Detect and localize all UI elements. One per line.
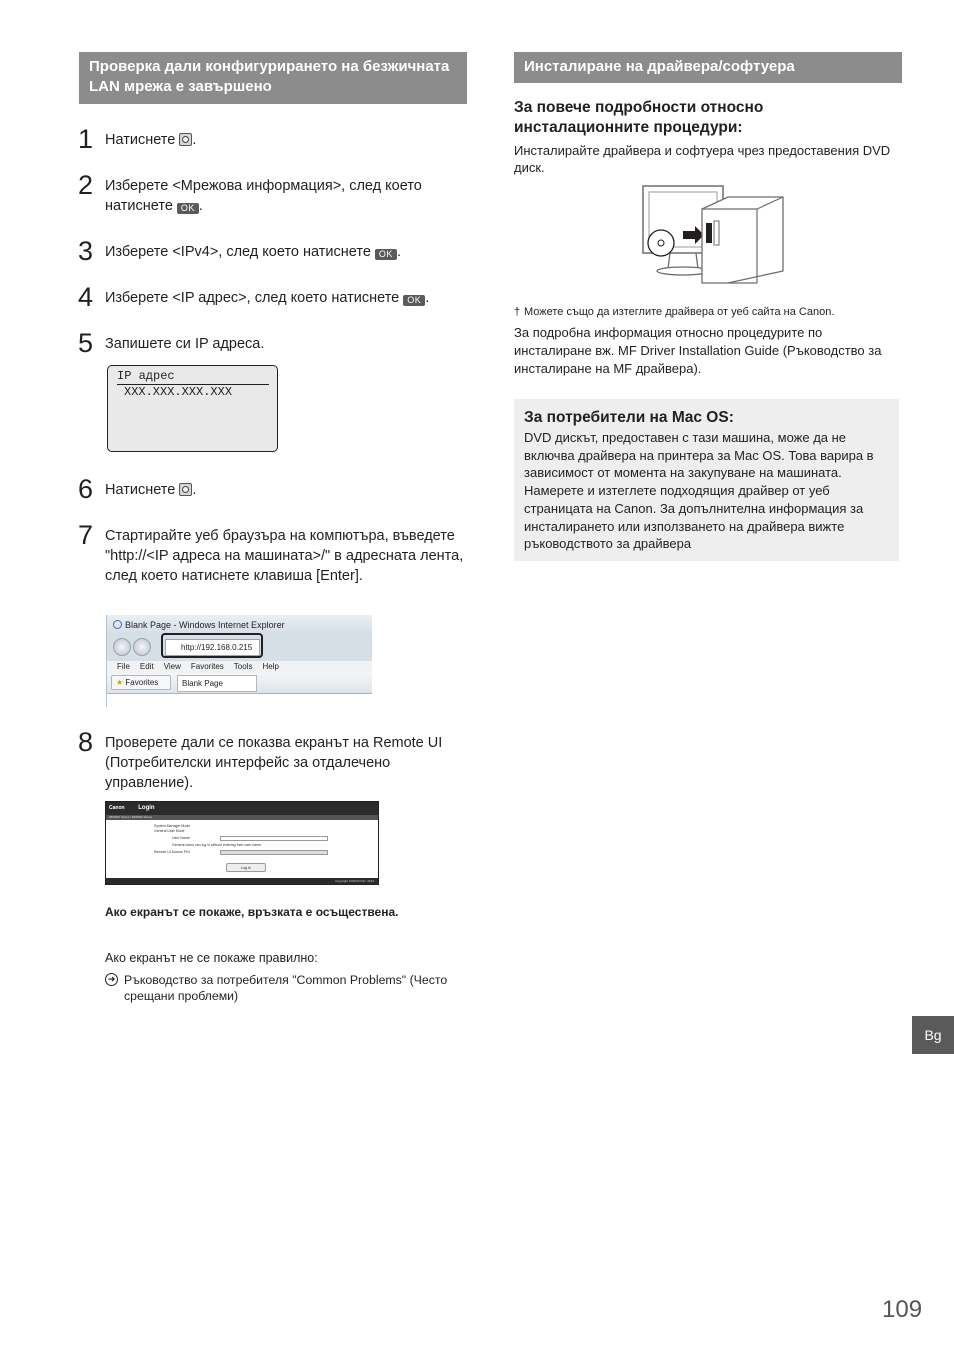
lcd-ip-value: XXX.XXX.XXX.XXX (124, 385, 233, 399)
arrow-circle-icon: ➜ (105, 973, 118, 986)
install-subheading: За повече подробности относно инсталационните процедури: (514, 99, 764, 136)
ok-key-icon: OK (375, 249, 397, 260)
back-icon (113, 638, 131, 656)
address-highlight (161, 633, 263, 658)
step-number: 1 (78, 124, 94, 154)
browser-title: Blank Page - Windows Internet Explorer (125, 620, 285, 630)
step-number: 4 (78, 282, 94, 312)
star-icon: ★ (116, 678, 124, 687)
step-number: 3 (78, 236, 94, 266)
pc-dvd-illustration (640, 183, 786, 289)
language-tab: Bg (912, 1016, 954, 1054)
mode-general-user: General User Mode (154, 829, 185, 833)
browser-page (107, 694, 372, 707)
mode-system-manager: System Manager Mode (154, 824, 191, 828)
lcd-display (107, 365, 278, 452)
step-text: Натиснете . (105, 132, 197, 148)
step-text: Изберете <IPv4>, след което натиснете OK . (105, 244, 401, 260)
section-header-driver-install (514, 52, 902, 83)
ie-icon (113, 620, 122, 629)
forward-icon (133, 638, 151, 656)
canon-logo: Canon (109, 805, 125, 811)
reference-text: Ръководство за потребителя "Common Problems" (Често срещани проблеми) (124, 973, 448, 1003)
home-key-icon (179, 133, 192, 146)
footnote-text: Можете също да изтеглите драйвера от уеб сайта на Canon. (524, 306, 835, 318)
address-bar: http://192.168.0.215 (165, 639, 260, 656)
step-text: Изберете <Мрежова информация>, след което натиснете OK . (105, 178, 422, 214)
home-key-icon (179, 483, 192, 496)
section-header-text: Инсталиране на драйвера/софтуера (524, 58, 795, 75)
step-number: 6 (78, 474, 94, 504)
section-header-text: Проверка дали конфигурирането на безжичната LAN мрежа е завършено (89, 58, 450, 95)
username-field (220, 836, 328, 841)
step-text: Изберете <IP адрес>, след което натиснете OK . (105, 290, 430, 306)
step-text: Проверете дали се показва екранът на Remote UI (Потребителски интерфейс за отдалечено управление). (105, 735, 443, 791)
pin-field (220, 850, 328, 855)
browser-menu: File Edit View Favorites Tools Help (107, 661, 372, 673)
step-number: 7 (78, 520, 94, 550)
browser-screenshot (106, 615, 372, 707)
lcd-title: IP адрес (117, 369, 269, 385)
success-text: Ако екранът се покаже, връзката е осъществена. (105, 905, 399, 919)
fail-text: Ако екранът не се покаже правилно: (105, 951, 318, 965)
remote-ui-subtitle: MF8000 Series / MF8000 Series (106, 815, 378, 820)
page-number: 109 (882, 1296, 923, 1323)
browser-tab: Blank Page (177, 675, 257, 692)
ok-key-icon: OK (403, 295, 425, 306)
footnote-mark: † (514, 306, 521, 318)
step-text: Запишете си IP адреса. (105, 336, 265, 352)
remote-ui-title: Login (138, 805, 155, 811)
step-number: 2 (78, 170, 94, 200)
reference-note (105, 972, 470, 1004)
mac-os-text: DVD дискът, предоставен с тази машина, може да не включва драйвера на принтера за Mac OS. Това варира в зависимост от момента на закупуване на машината. Намерете и изтеглете подходящия драйвер от уеб страницата на Canon. За допълнителна информация за инсталирането или използването на драйвера вижте ръководството за драйвера (524, 430, 874, 552)
section-header-wireless-check (79, 52, 467, 104)
favorites-bar (107, 673, 372, 694)
ok-key-icon: OK (177, 203, 199, 214)
step-text: Натиснете . (105, 482, 197, 498)
remote-ui-screenshot (105, 801, 379, 885)
login-button: Log In (226, 863, 266, 872)
pin-label: Remote UI Access PIN: (154, 850, 191, 854)
remote-ui-header (106, 802, 378, 815)
login-note: General users can log in without entering their user name. (172, 843, 262, 847)
footnote (514, 304, 899, 320)
step-number: 8 (78, 727, 94, 757)
step-number: 5 (78, 328, 94, 358)
username-label: User Name: (172, 836, 191, 840)
mac-os-box (514, 399, 899, 561)
install-intro: Инсталирайте драйвера и софтуера чрез предоставения DVD диск. (514, 143, 891, 175)
favorites-button: ★ Favorites (111, 675, 171, 690)
step-text: Стартирайте уеб браузъра на компютъра, въведете "http://<IP адреса на машината>/" в адресната лента, след което натиснете клавиша [Enter]. (105, 528, 464, 584)
browser-titlebar (107, 615, 372, 635)
mac-os-title: За потребители на Mac OS: (524, 409, 734, 426)
remote-ui-footer: Copyright CANON INC. 2013 (106, 878, 378, 884)
install-detail: За подробна информация относно процедурите по инсталиране вж. MF Driver Installation Guide (Ръководство за инсталиране на MF драйвера). (514, 325, 882, 376)
